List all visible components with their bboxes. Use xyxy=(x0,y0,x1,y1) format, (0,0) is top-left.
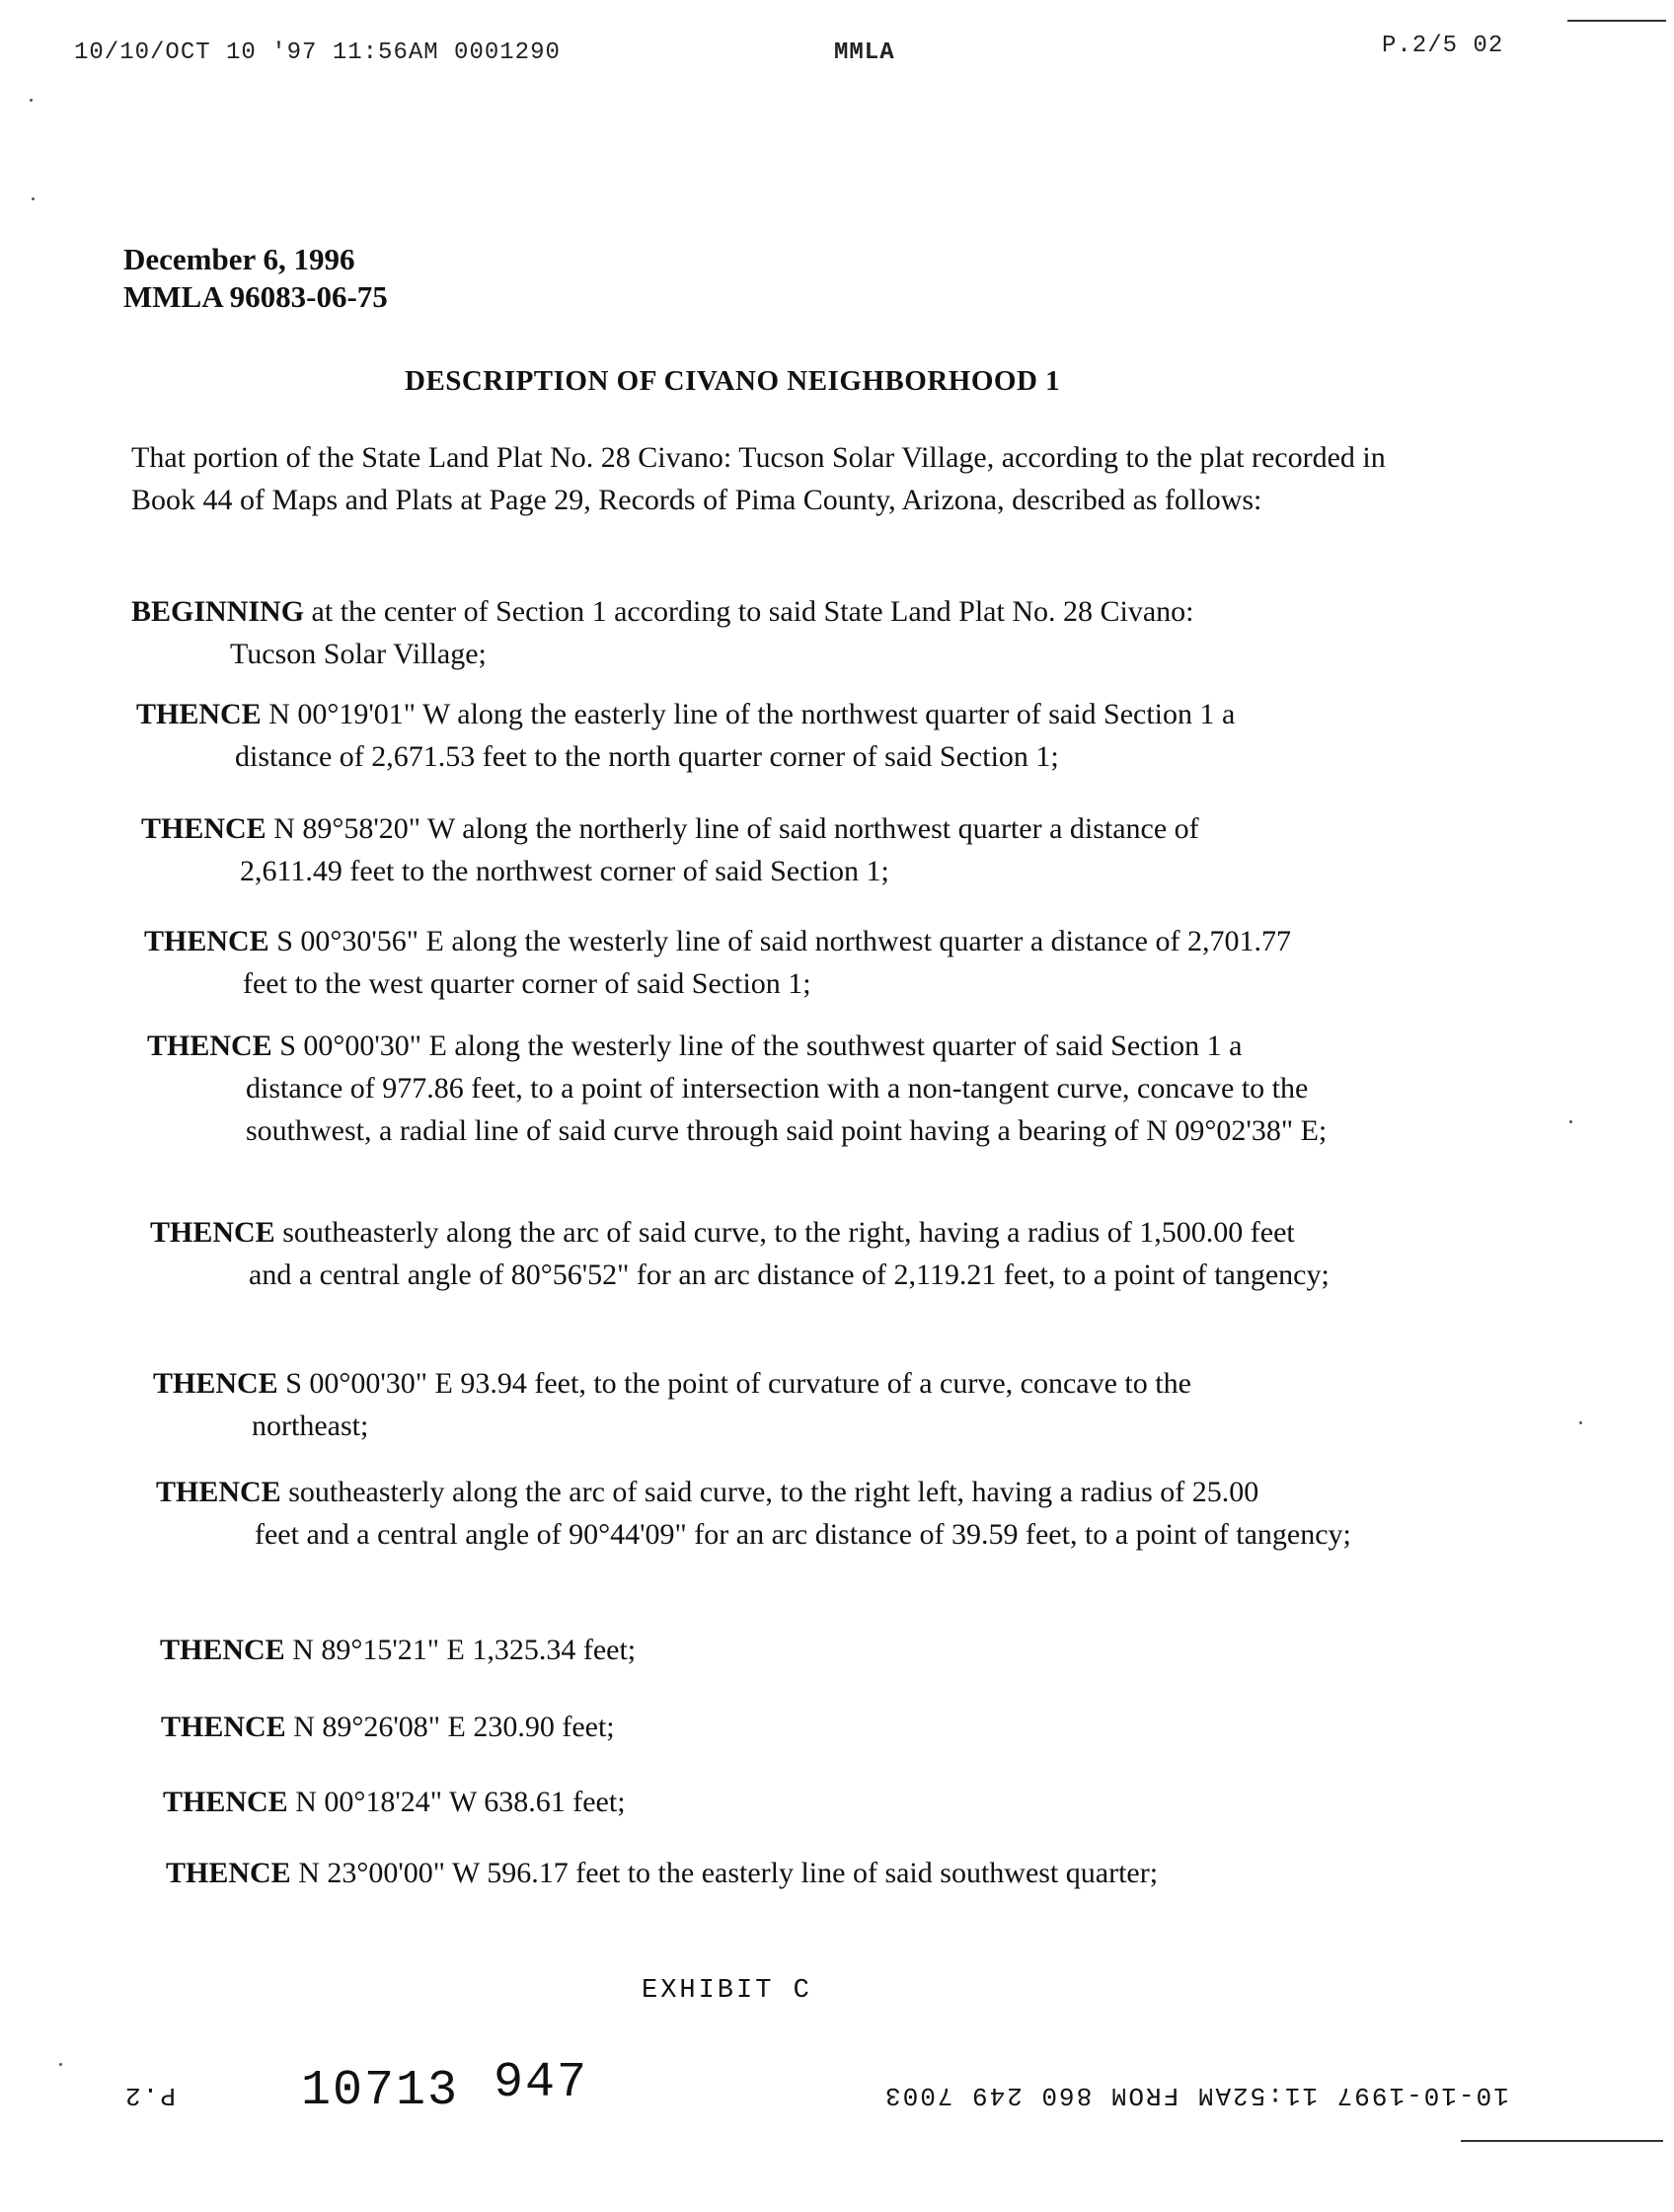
clause-0 xyxy=(131,590,1414,675)
fax-footer-timestamp-flipped: 10-10-1997 11:52AM FROM 860 249 7003 xyxy=(883,2081,1509,2110)
clause-text: S 00°00'30" E 93.94 feet, to the point of curvature of a curve, concave to the xyxy=(277,1367,1191,1400)
fax-header-right: P.2/5 02 xyxy=(1382,33,1504,59)
scan-speck xyxy=(1579,1421,1582,1424)
clause-keyword: THENCE xyxy=(163,1786,288,1818)
clause-2 xyxy=(141,807,1424,892)
clause-text: N 00°18'24" W 638.61 feet; xyxy=(287,1786,626,1818)
clause-continuation: feet to the west quarter corner of said Section 1; xyxy=(243,967,811,1000)
clause-continuation: feet and a central angle of 90°44'09" for an arc distance of 39.59 feet, to a point of tangency; xyxy=(255,1518,1351,1551)
clause-continuation: 2,611.49 feet to the northwest corner of said Section 1; xyxy=(240,855,889,887)
scan-speck xyxy=(32,197,35,200)
clause-10 xyxy=(163,1781,1446,1823)
clause-text: N 89°15'21" E 1,325.34 feet; xyxy=(284,1634,637,1666)
clause-text: at the center of Section 1 according to said State Land Plat No. 28 Civano: xyxy=(304,595,1194,628)
clause-continuation: northeast; xyxy=(252,1410,369,1442)
clause-keyword: THENCE xyxy=(160,1634,285,1666)
clause-1 xyxy=(136,693,1419,778)
fax-header-left: 10/10/OCT 10 '97 11:56AM 0001290 xyxy=(74,39,561,66)
clause-keyword: THENCE xyxy=(144,925,269,957)
fax-header-center: MMLA xyxy=(834,39,895,66)
clause-9 xyxy=(161,1706,1444,1748)
clause-8 xyxy=(160,1629,1443,1671)
clause-5 xyxy=(150,1211,1433,1296)
clause-text: southeasterly along the arc of said curve, to the right left, having a radius of 25.00 xyxy=(280,1476,1259,1508)
clause-keyword: THENCE xyxy=(161,1711,286,1743)
clause-3 xyxy=(144,920,1427,1005)
document-ref: MMLA 96083-06-75 xyxy=(123,279,388,314)
clause-keyword: THENCE xyxy=(150,1216,275,1249)
clause-keyword: THENCE xyxy=(147,1030,272,1062)
intro-paragraph: That portion of the State Land Plat No. 28 Civano: Tucson Solar Village, according to the plat recorded in Book 44 of Maps and Plats at Page 29, Records of Pima County, Arizona, described as follows: xyxy=(131,441,1386,516)
recording-page-number: 947 xyxy=(494,2055,589,2111)
clause-text: southeasterly along the arc of said curve, to the right, having a radius of 1,500.00 feet xyxy=(274,1216,1295,1249)
clause-keyword: THENCE xyxy=(136,698,262,730)
scan-speck xyxy=(1569,1120,1572,1123)
clause-continuation: distance of 2,671.53 feet to the north quarter corner of said Section 1; xyxy=(235,740,1059,773)
clause-text: N 89°26'08" E 230.90 feet; xyxy=(285,1711,615,1743)
clause-text: N 23°00'00" W 596.17 feet to the easterly line of said southwest quarter; xyxy=(290,1857,1159,1889)
document-date: December 6, 1996 xyxy=(123,242,355,276)
clause-continuation: Tucson Solar Village; xyxy=(230,638,487,670)
clause-text: S 00°00'30" E along the westerly line of the southwest quarter of said Section 1 a xyxy=(271,1030,1243,1062)
clause-continuation: and a central angle of 80°56'52" for an arc distance of 2,119.21 feet, to a point of tangency; xyxy=(249,1259,1330,1291)
page-title: DESCRIPTION OF CIVANO NEIGHBORHOOD 1 xyxy=(405,365,1061,397)
scan-speck xyxy=(30,99,33,102)
clause-keyword: THENCE xyxy=(156,1476,281,1508)
scan-line-top xyxy=(1567,20,1666,22)
recording-book-number: 10713 xyxy=(301,2063,460,2119)
clause-keyword: BEGINNING xyxy=(131,595,305,628)
clause-6 xyxy=(153,1362,1436,1447)
clause-4 xyxy=(147,1025,1430,1152)
exhibit-label: EXHIBIT C xyxy=(642,1976,812,2006)
clause-continuation: distance of 977.86 feet, to a point of intersection with a non-tangent curve, concave to the southwest, a radial line of said curve through said point having a bearing of N 09°02'38" E; xyxy=(246,1072,1328,1147)
clause-keyword: THENCE xyxy=(166,1857,291,1889)
clause-text: S 00°30'56" E along the westerly line of said northwest quarter a distance of 2,701.77 xyxy=(268,925,1291,957)
scan-speck xyxy=(59,2063,62,2066)
scan-line-bottom xyxy=(1461,2140,1663,2142)
clause-7 xyxy=(156,1471,1439,1556)
clause-text: N 00°19'01" W along the easterly line of the northwest quarter of said Section 1 a xyxy=(261,698,1236,730)
clause-keyword: THENCE xyxy=(141,812,266,845)
clause-keyword: THENCE xyxy=(153,1367,278,1400)
fax-footer-page-flipped: P.2 xyxy=(123,2081,176,2110)
clause-text: N 89°58'20" W along the northerly line of said northwest quarter a distance of xyxy=(266,812,1199,845)
clause-11 xyxy=(166,1852,1449,1894)
